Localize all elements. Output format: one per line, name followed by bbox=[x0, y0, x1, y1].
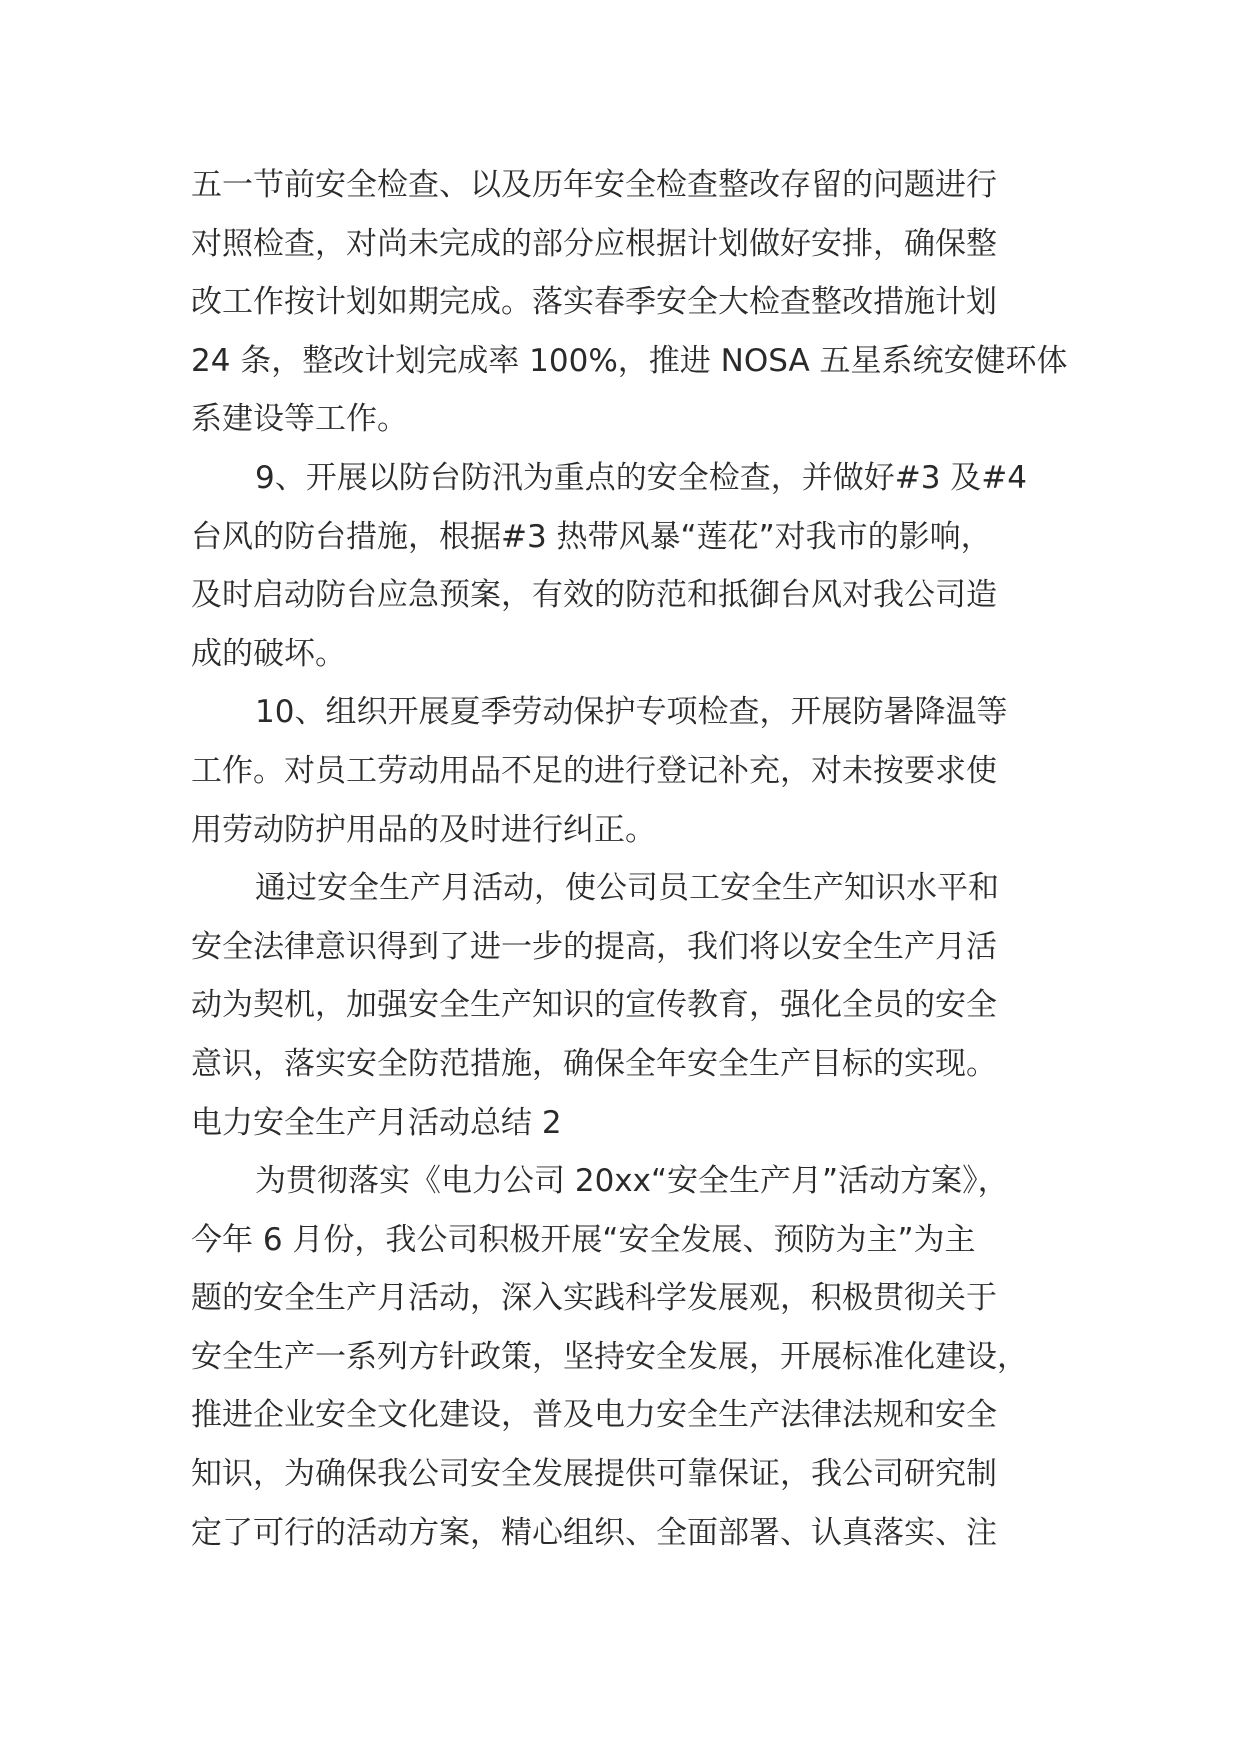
text-line: 意识，落实安全防范措施，确保全年安全生产目标的实现。 bbox=[191, 1045, 997, 1082]
text-line: 推进企业安全文化建设，普及电力安全生产法律法规和安全 bbox=[191, 1397, 997, 1434]
text-line: 改工作按计划如期完成。落实春季安全大检查整改措施计划 bbox=[191, 284, 997, 321]
text-line: 9、开展以防台防汛为重点的安全检查，并做好#3 及#4 bbox=[255, 459, 1027, 496]
text-line: 用劳动防护用品的及时进行纠正。 bbox=[191, 811, 656, 848]
text-line: 五一节前安全检查、以及历年安全检查整改存留的问题进行 bbox=[191, 167, 997, 203]
text-line: 题的安全生产月活动，深入实践科学发展观，积极贯彻关于 bbox=[191, 1280, 997, 1317]
text-line: 及时启动防台应急预案，有效的防范和抵御台风对我公司造 bbox=[191, 577, 997, 614]
text-line: 工作。对员工劳动用品不足的进行登记补充，对未按要求使 bbox=[191, 752, 997, 789]
text-line: 安全生产一系列方针政策，坚持安全发展，开展标准化建设， bbox=[191, 1338, 1028, 1375]
text-line: 成的破坏。 bbox=[191, 635, 346, 672]
section-heading: 电力安全生产月活动总结 2 bbox=[191, 1104, 562, 1141]
text-line: 通过安全生产月活动，使公司员工安全生产知识水平和 bbox=[255, 870, 999, 907]
text-line: 安全法律意识得到了进一步的提高，我们将以安全生产月活 bbox=[191, 928, 997, 965]
text-line: 今年 6 月份，我公司积极开展“安全发展、预防为主”为主 bbox=[191, 1221, 976, 1258]
text-line: 定了可行的活动方案，精心组织、全面部署、认真落实、注 bbox=[191, 1514, 997, 1551]
text-line: 系建设等工作。 bbox=[191, 401, 408, 438]
text-line: 24 条，整改计划完成率 100%，推进 NOSA 五星系统安健环体 bbox=[191, 342, 1068, 379]
text-line: 为贯彻落实《电力公司 20xx“安全生产月”活动方案》， bbox=[255, 1163, 1009, 1200]
text-line: 对照检查，对尚未完成的部分应根据计划做好安排，确保整 bbox=[191, 225, 997, 262]
document-body bbox=[191, 156, 1068, 1562]
text-line: 10、组织开展夏季劳动保护专项检查，开展防暑降温等 bbox=[255, 694, 1008, 731]
text-line: 动为契机，加强安全生产知识的宣传教育，强化全员的安全 bbox=[191, 987, 997, 1024]
text-line: 知识，为确保我公司安全发展提供可靠保证，我公司研究制 bbox=[191, 1456, 997, 1493]
text-line: 台风的防台措施，根据#3 热带风暴“莲花”对我市的影响， bbox=[191, 518, 992, 555]
